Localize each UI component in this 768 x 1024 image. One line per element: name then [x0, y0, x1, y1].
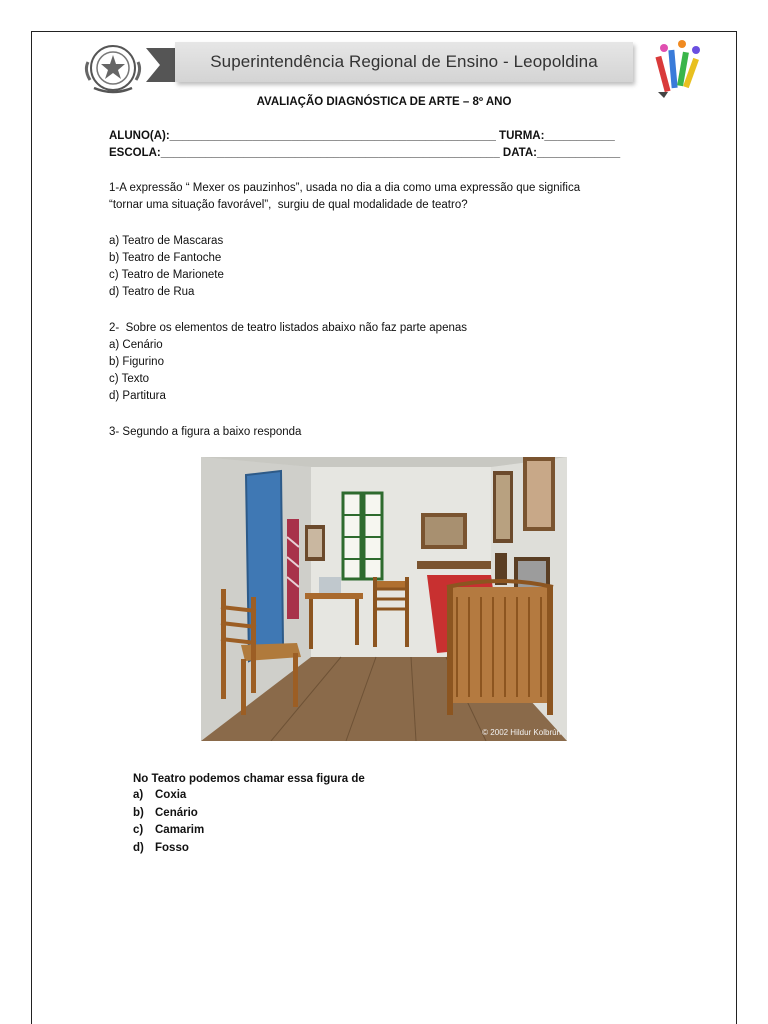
- q1-option-a: a) Teatro de Mascaras: [109, 235, 224, 247]
- question-1-options: [109, 233, 669, 301]
- header-banner: [175, 42, 633, 82]
- question-2-text: 2- Sobre os elementos de teatro listados abaixo não faz parte apenas: [109, 322, 468, 334]
- q2-option-c: c) Texto: [109, 373, 150, 385]
- q2-option-a: a) Cenário: [109, 339, 163, 351]
- q2-option-b: b) Figurino: [109, 356, 164, 368]
- student-class-line: ALUNO(A):___________________________________________________ TURMA:___________: [109, 130, 615, 142]
- q3-option-d: d) Fosso: [133, 841, 189, 854]
- question-3-text: 3- Segundo a figura a baixo responda: [109, 426, 302, 438]
- q1-option-c: c) Teatro de Marionete: [109, 269, 224, 281]
- banner-title: Superintendência Regional de Ensino - Leopoldina: [210, 52, 598, 71]
- question-2: [109, 320, 669, 405]
- q1-option-b: b) Teatro de Fantoche: [109, 252, 222, 264]
- question-3-prompt: No Teatro podemos chamar essa figura de: [133, 773, 365, 785]
- question-3-options: [133, 787, 204, 857]
- bedroom-scene-image: [201, 457, 567, 741]
- image-credit: © 2002 Hildur Kolbrún: [482, 728, 561, 737]
- page-title: AVALIAÇÃO DIAGNÓSTICA DE ARTE – 8º ANO: [256, 96, 512, 108]
- q3-option-a: a) Coxia: [133, 789, 187, 801]
- q3-option-c: c) Camarim: [133, 824, 205, 836]
- q2-option-d: d) Partitura: [109, 390, 166, 402]
- pencils-letters-icon: [652, 38, 704, 98]
- q3-option-b: b) Cenário: [133, 806, 198, 819]
- question-1: [109, 180, 669, 214]
- q1-option-d: d) Teatro de Rua: [109, 286, 195, 298]
- school-date-line: ESCOLA:_____________________________________________________ DATA:_____________: [109, 147, 621, 159]
- question-1-text-line1: 1-A expressão “ Mexer os pauzinhos”, usada no dia a dia como uma expressão que significa: [109, 182, 581, 194]
- state-seal-icon: [82, 40, 144, 96]
- question-1-text-line2: “tornar uma situação favorável”, surgiu de qual modalidade de teatro?: [109, 199, 468, 211]
